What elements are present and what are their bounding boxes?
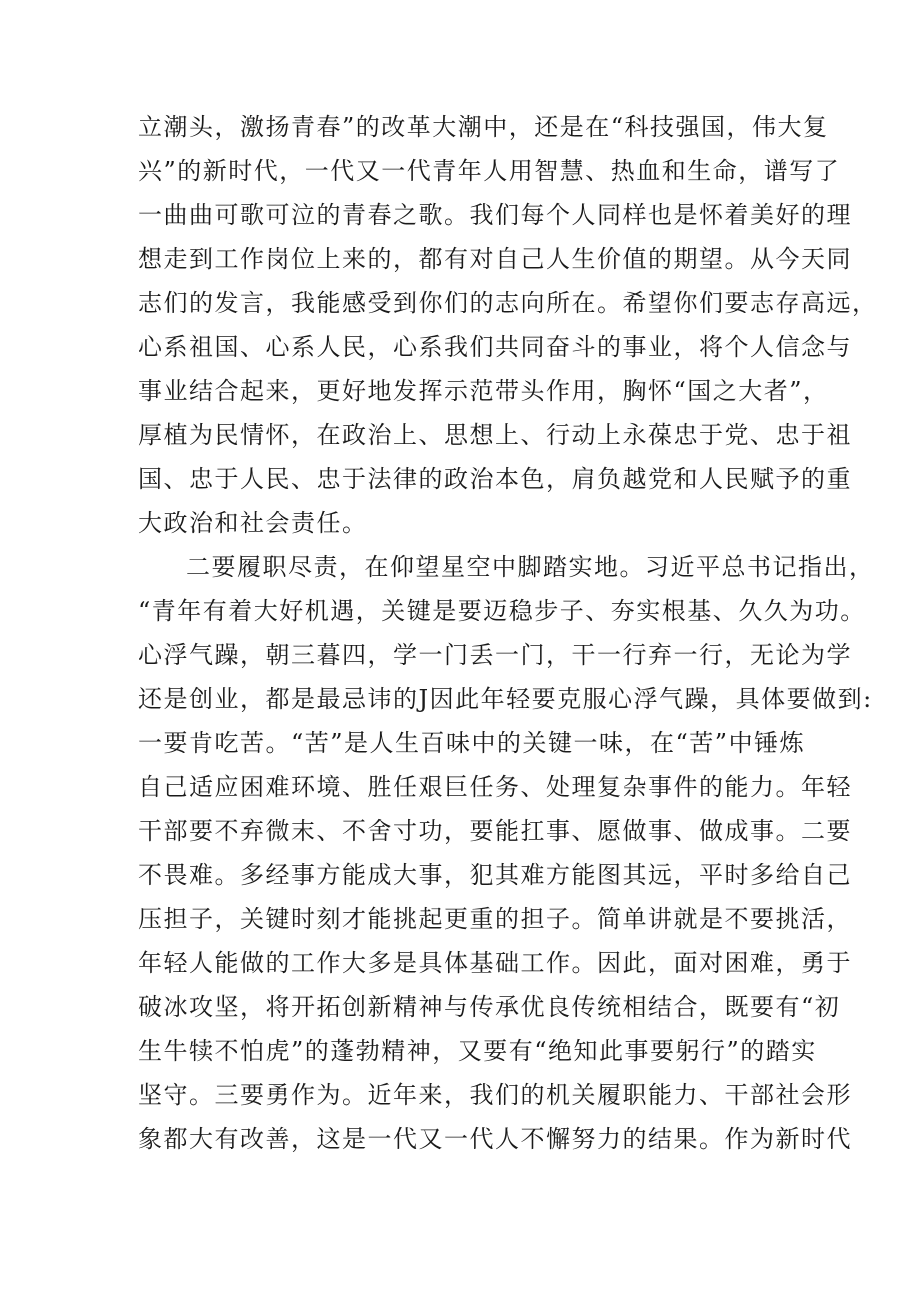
text-line: 想走到工作岗位上来的，都有对自己人生价值的期望。从今天同 — [138, 245, 852, 273]
text-line: 志们的发言，我能感受到你们的志向所在。希望你们要志存高远， — [138, 289, 878, 317]
text-line: 生牛犊不怕虎”的蓬勃精神，又要有“绝知此事要躬行”的踏实 — [138, 1037, 817, 1065]
text-line: 干部要不弃微末、不舍寸功，要能扛事、愿做事、做成事。二要 — [138, 817, 852, 845]
text-line: 坚守。三要勇作为。近年来，我们的机关履职能力、干部社会形 — [138, 1081, 852, 1109]
text-line: 大政治和社会责任。 — [138, 509, 368, 537]
text-line: “青年有着大好机遇，关键是要迈稳步子、夯实根基、久久为功。 — [138, 597, 866, 625]
text-line: 心系祖国、心系人民，心系我们共同奋斗的事业，将个人信念与 — [138, 333, 852, 361]
text-line: 兴”的新时代，一代又一代青年人用智慧、热血和生命，谱写了 — [138, 157, 841, 185]
text-line: 立潮头，激扬青春”的改革大潮中，还是在“科技强国，伟大复 — [138, 113, 829, 141]
text-line: 心浮气躁，朝三暮四，学一门丢一门，干一行弃一行，无论为学 — [138, 641, 852, 669]
text-line: 不畏难。多经事方能成大事，犯其难方能图其远，平时多给自己 — [138, 861, 852, 889]
text-line: 事业结合起来，更好地发挥示范带头作用，胸怀“国之大者”， — [138, 377, 829, 405]
text-line: 一要肯吃苦。“苦”是人生百味中的关键一味，在“苦”中锤炼 — [138, 729, 806, 757]
text-line: 厚植为民情怀，在政治上、思想上、行动上永葆忠于党、忠于祖 — [138, 421, 852, 449]
text-line: 自己适应困难环境、胜任艰巨任务、处理复杂事件的能力。年轻 — [138, 773, 852, 801]
text-line: 象都大有改善，这是一代又一代人不懈努力的结果。作为新时代 — [138, 1125, 852, 1153]
text-line: 还是创业，都是最忌讳的J因此年轻要克服心浮气躁，具体要做到: — [138, 685, 873, 713]
text-line: 年轻人能做的工作大多是具体基础工作。因此，面对困难，勇于 — [138, 949, 852, 977]
text-line: 压担子，关键时刻才能挑起更重的担子。简单讲就是不要挑活， — [138, 905, 852, 933]
text-line: 破冰攻坚，将开拓创新精神与传承优良传统相结合，既要有“初 — [138, 993, 841, 1021]
text-line: 国、忠于人民、忠于法律的政治本色，肩负越党和人民赋予的重 — [138, 465, 852, 493]
paragraph-start-line: 二要履职尽责，在仰望星空中脚踏实地。习近平总书记指出， — [186, 553, 875, 581]
text-line: 一曲曲可歌可泣的青春之歌。我们每个人同样也是怀着美好的理 — [138, 201, 852, 229]
